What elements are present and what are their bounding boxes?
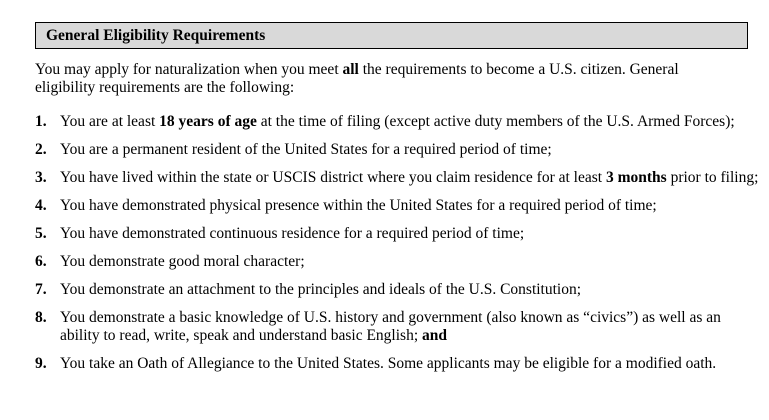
requirement-text: You demonstrate an attachment to the principles and ideals of the U.S. Constitution; bbox=[60, 280, 582, 298]
requirement-item bbox=[35, 141, 760, 159]
requirement-number: 2. bbox=[35, 140, 47, 158]
section-title: General Eligibility Requirements bbox=[46, 27, 266, 44]
requirement-item bbox=[35, 355, 760, 373]
intro-text-before: You may apply for naturalization when you meet bbox=[35, 61, 343, 78]
requirement-item bbox=[35, 169, 760, 187]
requirement-text-bold: and bbox=[422, 326, 448, 344]
requirement-text: You are a permanent resident of the United States for a required period of time; bbox=[60, 140, 552, 158]
requirement-number: 7. bbox=[35, 280, 47, 298]
intro-bold-all: all bbox=[342, 61, 359, 78]
requirement-item bbox=[35, 309, 760, 345]
requirement-text-after: at the time of filing (except active duty members of the U.S. Armed Forces); bbox=[256, 112, 735, 130]
section-header bbox=[35, 22, 748, 49]
requirement-number: 9. bbox=[35, 354, 47, 372]
requirement-item bbox=[35, 281, 760, 299]
requirement-text-before: You are at least bbox=[60, 112, 160, 130]
requirement-item bbox=[35, 225, 760, 243]
requirement-text-after: prior to filing; bbox=[666, 168, 759, 186]
requirement-number: 1. bbox=[35, 112, 47, 130]
requirement-text: You demonstrate good moral character; bbox=[60, 252, 305, 270]
requirement-text-before: You have lived within the state or USCIS district where you claim residence for at least bbox=[60, 168, 606, 186]
intro-text-after: the requirements to become a U.S. citizen. General eligibility requirements are the following: bbox=[35, 61, 679, 96]
requirement-text: You have demonstrated continuous residence for a required period of time; bbox=[60, 224, 525, 242]
requirement-item bbox=[35, 197, 760, 215]
eligibility-document bbox=[35, 22, 759, 383]
requirements-list bbox=[35, 112, 759, 373]
requirement-item bbox=[35, 113, 760, 131]
requirement-number: 6. bbox=[35, 252, 47, 270]
requirement-text: You have demonstrated physical presence within the United States for a required period of time; bbox=[60, 196, 657, 214]
requirement-number: 4. bbox=[35, 196, 47, 214]
requirement-number: 3. bbox=[35, 168, 47, 186]
requirement-number: 8. bbox=[35, 308, 47, 326]
intro-paragraph bbox=[35, 61, 740, 97]
requirement-text-bold: 3 months bbox=[605, 168, 667, 186]
requirement-text: You take an Oath of Allegiance to the United States. Some applicants may be eligible for a modified oath. bbox=[60, 354, 717, 372]
requirement-item bbox=[35, 253, 760, 271]
requirement-text-bold: 18 years of age bbox=[159, 112, 257, 130]
requirement-text-before: You demonstrate a basic knowledge of U.S. history and government (also known as “civics”) as well as an ability to read, write, speak and understand basic English; bbox=[60, 308, 721, 344]
requirement-number: 5. bbox=[35, 224, 47, 242]
